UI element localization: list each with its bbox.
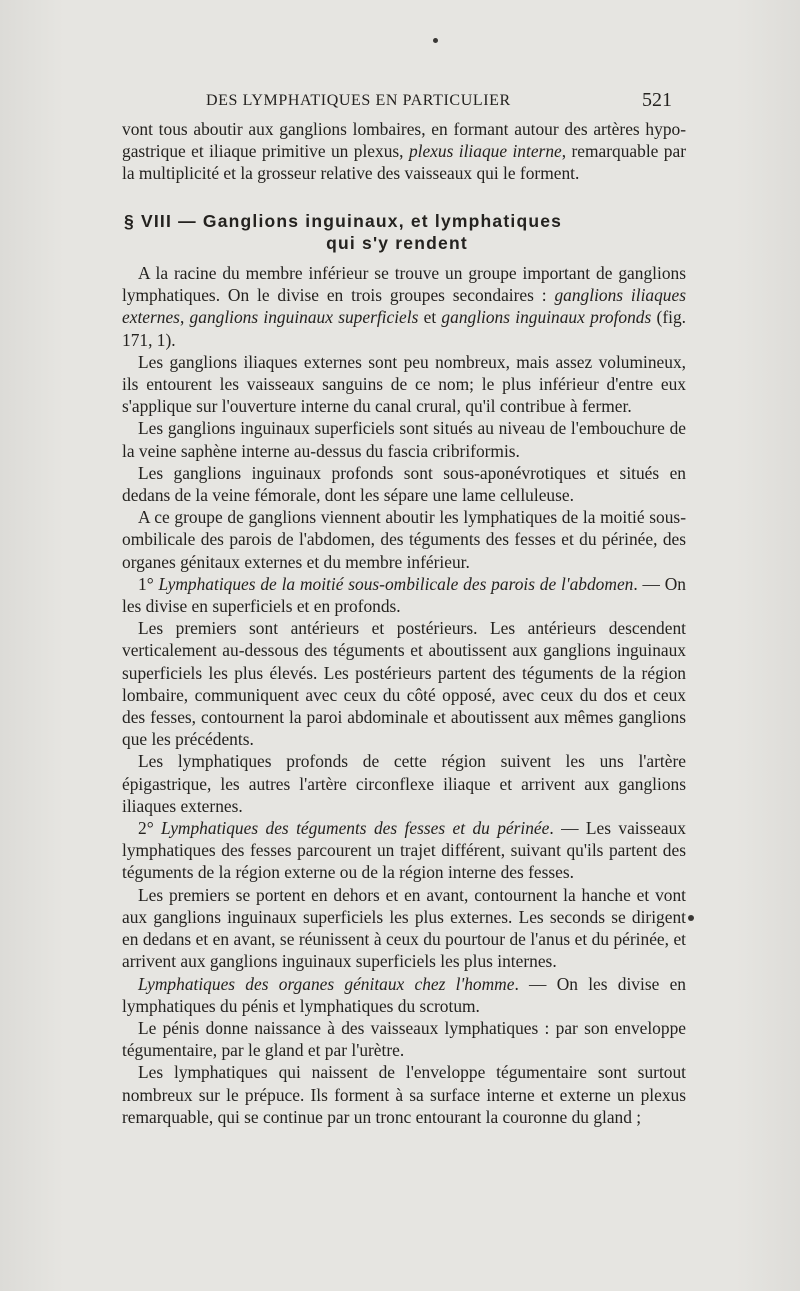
italic-term: ganglions inguinaux superficiels bbox=[189, 307, 419, 328]
paragraph-number: 1° bbox=[138, 573, 159, 594]
paragraph: Les lymphatiques profonds de cette région suivent les uns l'artère épigastrique, les autres l'artère circonflexe iliaque et arrivent aux ganglions iliaques externes. bbox=[122, 751, 686, 816]
italic-subheading: Lymphatiques de la moitié sous-ombilicale des parois de l'abdomen bbox=[158, 573, 634, 594]
ink-speck bbox=[433, 38, 438, 43]
italic-subheading: Lymphatiques des organes génitaux chez l'homme bbox=[138, 973, 515, 994]
running-head bbox=[0, 89, 800, 114]
paragraph bbox=[122, 973, 686, 1017]
paragraph: Les ganglions iliaques externes sont peu nombreux, mais assez volumineux, ils entourent les vaisseaux sanguins de ce nom; le plus inférieur d'entre eux s'applique sur l'ouverture interne du canal crural, qu'il contribue à fermer. bbox=[122, 351, 686, 417]
paragraph: Les ganglions inguinaux superficiels sont situés au niveau de l'embouchure de la veine saphène interne au-dessus du fascia cribriformis. bbox=[122, 418, 686, 461]
paragraph: Les ganglions inguinaux profonds sont sous-aponévrotiques et situés en dedans de la veine fémorale, dont les sépare une lame celluleuse. bbox=[122, 462, 686, 506]
paragraph bbox=[122, 573, 686, 617]
intro-text-end: , remarquable par la multiplicité et la grosseur relative des vaisseaux qui le forment. bbox=[122, 141, 686, 184]
ink-speck bbox=[688, 915, 694, 921]
text-run: (fig. 171, 1). bbox=[122, 307, 686, 350]
paragraph: Les lymphatiques qui naissent de l'enveloppe tégumentaire sont surtout nombreux sur le prépuce. Ils forment à sa surface interne et externe un plexus remarquable, qui se continue par un tronc entourant la couronne du gland ; bbox=[122, 1062, 686, 1127]
section-body bbox=[122, 262, 686, 1128]
italic-subheading: Lymphatiques des téguments des fesses et du périnée bbox=[161, 818, 550, 839]
text-run: . — On les divise en lymphatiques du pénis et lymphatiques du scrotum. bbox=[122, 973, 686, 1016]
text-run: . — On les divise en superficiels et en profonds. bbox=[122, 573, 686, 617]
text-run: . — Les vaisseaux lymphatiques des fesses parcourent un trajet différent, suivant qu'ils partent des téguments de la région externe ou de la région interne des fesses. bbox=[122, 818, 686, 883]
section-heading bbox=[122, 210, 712, 254]
paragraph: Les premiers se portent en dehors et en avant, contournent la hanche et vont aux ganglions inguinaux superficiels les plus externes. Les seconds se dirigent en dedans et en avant, se réunissent à ceux du pourtour de l'anus et du périnée, et arrivent aux ganglions inguinaux superficiels les plus internes. bbox=[122, 884, 686, 972]
running-title: DES LYMPHATIQUES EN PARTICULIER bbox=[206, 92, 511, 109]
text-run: A la racine du membre inférieur se trouve un groupe important de ganglions lymphatiques. On le divise en trois groupes secondaires : bbox=[122, 263, 686, 306]
paragraph: Les premiers sont antérieurs et postérieurs. Les antérieurs descendent verticalement au-dessous des téguments et aboutissent aux ganglions inguinaux superficiels les plus élevés. Les postérieurs partent des téguments de la région lombaire, communiquent avec ceux du côté opposé, avec ceux du dos et ceux des fesses, contournent la paroi abdominale et aboutissent aux mêmes ganglions que les précédents. bbox=[122, 618, 686, 750]
section-heading-line-2: qui s'y rendent bbox=[326, 233, 468, 253]
paragraph bbox=[122, 817, 686, 884]
intro-paragraph bbox=[122, 118, 686, 185]
italic-term: ganglions inguinaux profonds bbox=[441, 307, 652, 328]
text-run: , bbox=[179, 307, 190, 328]
text-run: et bbox=[418, 307, 442, 328]
paragraph: Le pénis donne naissance à des vaisseaux lymphatiques : par son enveloppe tégumentaire, par le gland et par l'urètre. bbox=[122, 1017, 686, 1061]
italic-term: ganglions iliaques externes bbox=[122, 285, 686, 328]
page-number: 521 bbox=[642, 89, 672, 111]
section-heading-line-1: § VIII — Ganglions inguinaux, et lymphatiques bbox=[124, 211, 563, 231]
paragraph: A ce groupe de ganglions viennent aboutir les lymphatiques de la moitié sous-ombilicale des parois de l'abdomen, des téguments des fesses et du périnée, des organes génitaux externes et du membre inférieur. bbox=[122, 507, 686, 572]
intro-italic-term: plexus iliaque interne bbox=[408, 141, 562, 162]
paragraph-number: 2° bbox=[138, 818, 162, 839]
paragraph bbox=[122, 262, 686, 351]
intro-text: vont tous aboutir aux ganglions lombaires, en formant autour des artères hypo-gastrique et iliaque primitive un plexus, bbox=[122, 119, 686, 162]
